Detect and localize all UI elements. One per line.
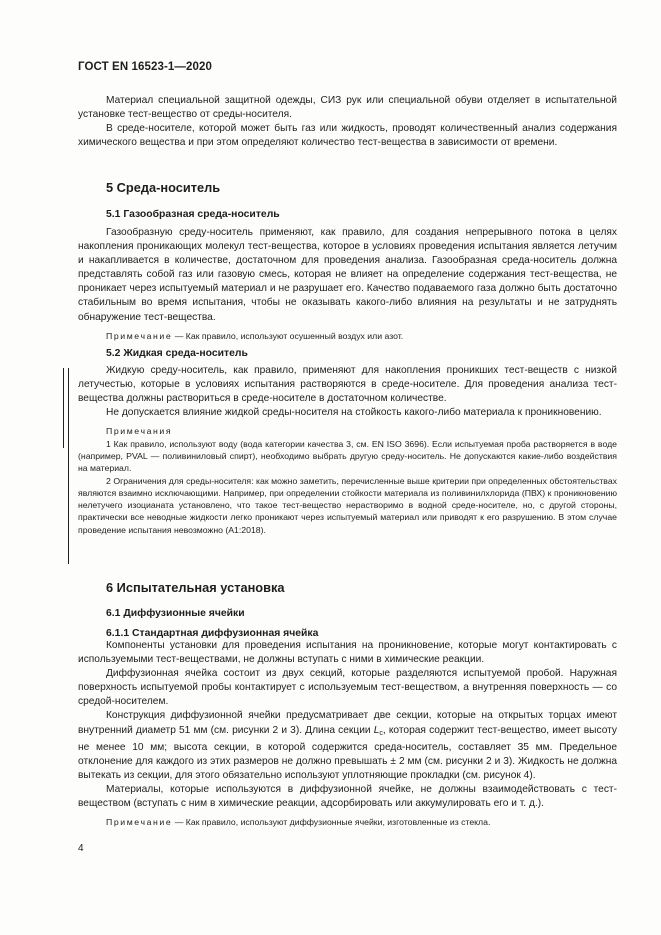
paragraph: Материал специальной защитной одежды, СИЗ рук или специальной обуви отделяет в испытательной установке тест-вещество от среды-носителя. bbox=[78, 95, 617, 121]
paragraph: Жидкую среду-носитель, как правило, применяют для накопления проникших тест-веществ с низкой летучестью, которые в условиях испытания растворяются в среде-носителе. Для проведения анализа тест-вещества должны раствориться в среде-носителе в достаточном количестве. bbox=[78, 365, 617, 405]
note-text: — Как правило, используют диффузионные ячейки, изготовленные из стекла. bbox=[172, 817, 491, 828]
section-heading: 6 Испытательная установка bbox=[106, 580, 285, 595]
paragraph: Диффузионная ячейка состоит из двух секций, которые разделяются испытуемой пробой. Наружная поверхность испытуемой пробы контактирует с используемым тест-веществом, а внутренняя поверхность — со средой-носителем. bbox=[78, 668, 617, 708]
note-text: — Как правило, используют осушенный воздух или азот. bbox=[172, 330, 404, 341]
section-5-2-block bbox=[78, 348, 617, 536]
note-2: 2 Ограничения для среды-носителя: как можно заметить, перечисленные выше критерии при определенных обстоятельствах являются взаимно исключающими. Например, при определении стойкости материала из поливинилхлорида (ПВХ) к проникновению нелетучего изоцианата установлено, что такое тест-вещество нерастворимо в водной среде-носителе, но, с другой стороны, практически все неводные жидкости легко проникают через испытуемый материал или приводят к его разрушению. В этом случае проведение испытания невозможно (A1:2018). bbox=[78, 475, 617, 535]
note-label: Примечание bbox=[106, 330, 173, 341]
section-6-1-1-block bbox=[78, 628, 617, 828]
text-run: , которая содержит тест-вещество, имеет высоту не менее 10 мм; высота секции, в которой содержится среда-носитель, составляет 35 мм. Предельное отклонение для каждого из этих размеров не должно превышать ± 2 мм (см. рисунки 2 и 3). Жидкость не должна вытекать из секции, для этого обязательно используют уплотняющие прокладки (см. рисунок 4). bbox=[78, 724, 618, 781]
paragraph: Компоненты установки для проведения испытания на проникновение, которые могут контактировать с используемыми тест-веществами, не должны вступать с ними в химические реакции. bbox=[78, 640, 617, 666]
paragraph bbox=[78, 709, 617, 782]
notes-label bbox=[78, 425, 617, 437]
paragraph: Материалы, которые используются в диффузионной ячейке, не должны взаимодействовать с тест-веществом (вступать с ним в химические реакции, адсорбировать или аккумулировать его и т. д.). bbox=[78, 783, 617, 810]
symbol-subscript: c bbox=[379, 729, 383, 737]
notes-label-text: Примечания bbox=[106, 426, 173, 437]
change-bar bbox=[68, 368, 69, 448]
page-number: 4 bbox=[78, 843, 84, 854]
paragraph: В среде-носителе, которой может быть газ или жидкость, проводят количественный анализ содержания химического вещества и при этом определяют количество тест-вещества в зависимости от времени. bbox=[78, 123, 617, 149]
subsection-heading: 5.2 Жидкая среда-носитель bbox=[106, 348, 248, 359]
paragraph: Не допускается влияние жидкой среды-носителя на стойкость какого-либо материала к проникновению. bbox=[106, 407, 602, 419]
subsubsection-heading: 6.1.1 Стандартная диффузионная ячейка bbox=[106, 628, 319, 639]
section-6-heading-block bbox=[78, 580, 617, 595]
subsection-heading: 5.1 Газообразная среда-носитель bbox=[106, 209, 280, 220]
symbol: L bbox=[373, 724, 380, 736]
text-run: Конструкция диффузионной ячейки предусматривает две секции, которые на открытых торцах имеют внутренний диаметр 51 мм (см. рисунки 2 и 3). Длина секции bbox=[78, 710, 617, 736]
section-5-heading-block bbox=[78, 180, 617, 195]
intro-block bbox=[78, 94, 617, 150]
subsection-heading: 6.1 Диффузионные ячейки bbox=[106, 608, 245, 619]
section-6-1-block bbox=[78, 608, 617, 619]
section-5-1-block bbox=[78, 209, 617, 342]
paragraph: Газообразную среду-носитель применяют, как правило, для создания непрерывного потока в целях накопления проникающих молекул тест-вещества, которое в условиях проведения испытания является летучим и накапливается в количестве, достаточном для проведения анализа. Газообразная среда-носитель должна представлять собой газ или газовую смесь, которая не влияет на определение содержания тест-вещества, не проникает через испытуемый материал и не разрушает его. Качество подаваемого газа должно быть достаточно стабильным во время испытания, чтобы не оказывать какого-либо влияния на результаты и не затруднять обнаружение тест-вещества. bbox=[78, 227, 617, 323]
note-1: 1 Как правило, используют воду (вода категории качества 3, см. EN ISO 3696). Если испытуемая проба растворяется в воде (например, PVAL — поливиниловый спирт), необходимо выбрать другую среду-носитель. Не допускаются какие-либо воздействия на материал. bbox=[78, 438, 617, 474]
note bbox=[78, 816, 617, 828]
note-label: Примечание bbox=[106, 817, 173, 828]
section-heading: 5 Среда-носитель bbox=[106, 180, 221, 195]
change-bar bbox=[68, 446, 69, 564]
standard-header: ГОСТ EN 16523-1—2020 bbox=[78, 61, 213, 73]
note bbox=[78, 330, 617, 342]
change-bar bbox=[63, 368, 64, 448]
